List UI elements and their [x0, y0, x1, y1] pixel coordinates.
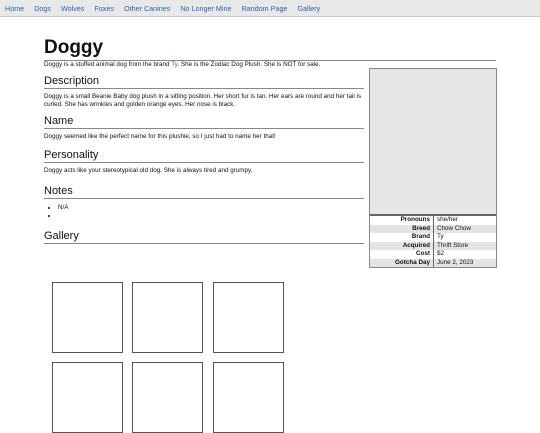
personality-text: Doggy acts like your stereotypical old dog. She is always tired and grumpy.	[44, 167, 253, 174]
nav-no-longer-mine-link[interactable]: No Longer Mine	[180, 3, 232, 13]
nav-dogs-link[interactable]: Dogs	[34, 3, 51, 13]
infobox-row	[370, 250, 496, 259]
gallery-thumbnail[interactable]	[52, 362, 123, 433]
infobox-key: Gotcha Day	[370, 259, 434, 268]
infobox-row	[370, 242, 496, 251]
notes-section	[44, 185, 364, 220]
notes-list	[44, 204, 364, 220]
notes-heading: Notes	[44, 185, 364, 199]
nav-gallery-link[interactable]: Gallery	[297, 3, 321, 13]
infobox-table	[370, 216, 496, 267]
description-heading: Description	[44, 75, 364, 89]
infobox-value: she/her	[437, 216, 459, 223]
gallery-thumbnail[interactable]	[213, 362, 284, 433]
infobox-value: Ty	[437, 233, 444, 240]
infobox-row	[370, 233, 496, 242]
name-heading: Name	[44, 115, 364, 129]
description-section	[44, 75, 364, 109]
personality-heading: Personality	[44, 149, 364, 163]
notes-item	[58, 212, 364, 220]
infobox-row	[370, 259, 496, 268]
intro-text-before: Doggy is a stuffed animal dog from the brand	[44, 61, 172, 68]
gallery-section	[44, 230, 364, 244]
gallery-heading: Gallery	[44, 230, 364, 244]
infobox-value: Thrift Store	[437, 241, 469, 249]
infobox-row	[370, 225, 496, 234]
notes-item: • N/A	[58, 204, 364, 212]
name-section	[44, 115, 364, 141]
name-text: Doggy seemed like the perfect name for this plushie, so I just had to name her that!	[44, 133, 276, 140]
nav-other-canines-link[interactable]: Other Canines	[123, 3, 171, 13]
nav-random-page-link[interactable]: Random Page	[241, 3, 288, 13]
intro-paragraph	[44, 61, 364, 69]
nav-home-link[interactable]: Home	[5, 3, 25, 13]
gallery-thumbnail[interactable]	[213, 282, 284, 353]
infobox-key: Breed	[370, 225, 434, 234]
page-title: Doggy	[44, 37, 496, 61]
brand-link[interactable]: Ty	[171, 61, 178, 68]
intro-text-after: . She is the Zodiac Dog Plush. She is NOT for sale.	[177, 61, 321, 68]
article-body	[44, 61, 364, 244]
infobox-key: Acquired	[370, 242, 434, 251]
infobox-row	[370, 216, 496, 225]
infobox-key: Pronouns	[370, 216, 434, 225]
infobox-key: Cost	[370, 250, 434, 259]
nav-foxes-link[interactable]: Foxes	[94, 3, 114, 13]
description-text: Doggy is a small Beanie Baby dog plush in a sitting position. Her short fur is tan. Her ears are round and her tail is curled. She has wrinkles and golden orange eyes. Her nose is black.	[44, 93, 362, 108]
top-navigation	[0, 0, 540, 17]
infobox-key: Brand	[370, 233, 434, 242]
infobox-value: Chow Chow	[437, 224, 471, 232]
gallery-thumbnail[interactable]	[132, 282, 203, 353]
gallery-thumbnail[interactable]	[52, 282, 123, 353]
infobox	[369, 68, 497, 268]
infobox-value: June 2, 2023	[437, 258, 474, 266]
personality-section	[44, 149, 364, 175]
infobox-image-placeholder	[370, 69, 496, 216]
infobox-value: $2	[437, 250, 445, 257]
gallery-thumbnail[interactable]	[132, 362, 203, 433]
nav-wolves-link[interactable]: Wolves	[60, 3, 85, 13]
